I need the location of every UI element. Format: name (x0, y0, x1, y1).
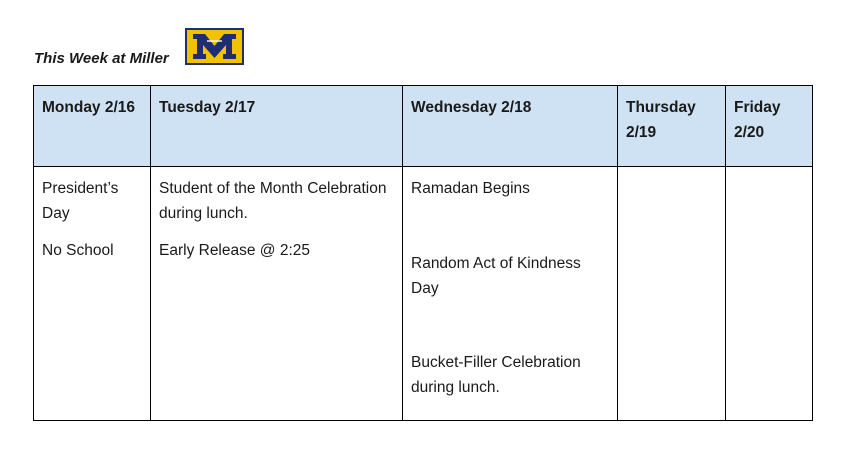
day-header-thursday: Thursday 2/19 (618, 86, 726, 167)
monday-cell (34, 167, 151, 421)
event-entry: President’s Day (42, 180, 119, 222)
weekly-schedule-table (33, 85, 813, 421)
event-entry: Early Release @ 2:25 (159, 242, 311, 259)
thursday-cell (618, 167, 726, 421)
events-row (34, 167, 813, 421)
day-header-tuesday: Tuesday 2/17 (151, 86, 403, 167)
event-entry: Ramadan Begins (411, 180, 530, 197)
event-entry: Random Act of Kindness Day (411, 255, 581, 297)
event-entry: No School (42, 242, 114, 259)
day-header-wednesday: Wednesday 2/18 (403, 86, 618, 167)
page-title: This Week at Miller (34, 50, 169, 67)
tuesday-cell (151, 167, 403, 421)
event-entry: Bucket-Filler Celebration during lunch. (411, 354, 581, 396)
day-header-friday: Friday 2/20 (726, 86, 813, 167)
header-row (34, 86, 813, 167)
event-entry: Student of the Month Celebration during lunch. (159, 180, 387, 222)
wednesday-cell (403, 167, 618, 421)
michigan-logo (185, 28, 244, 65)
friday-cell (726, 167, 813, 421)
day-header-monday: Monday 2/16 (34, 86, 151, 167)
